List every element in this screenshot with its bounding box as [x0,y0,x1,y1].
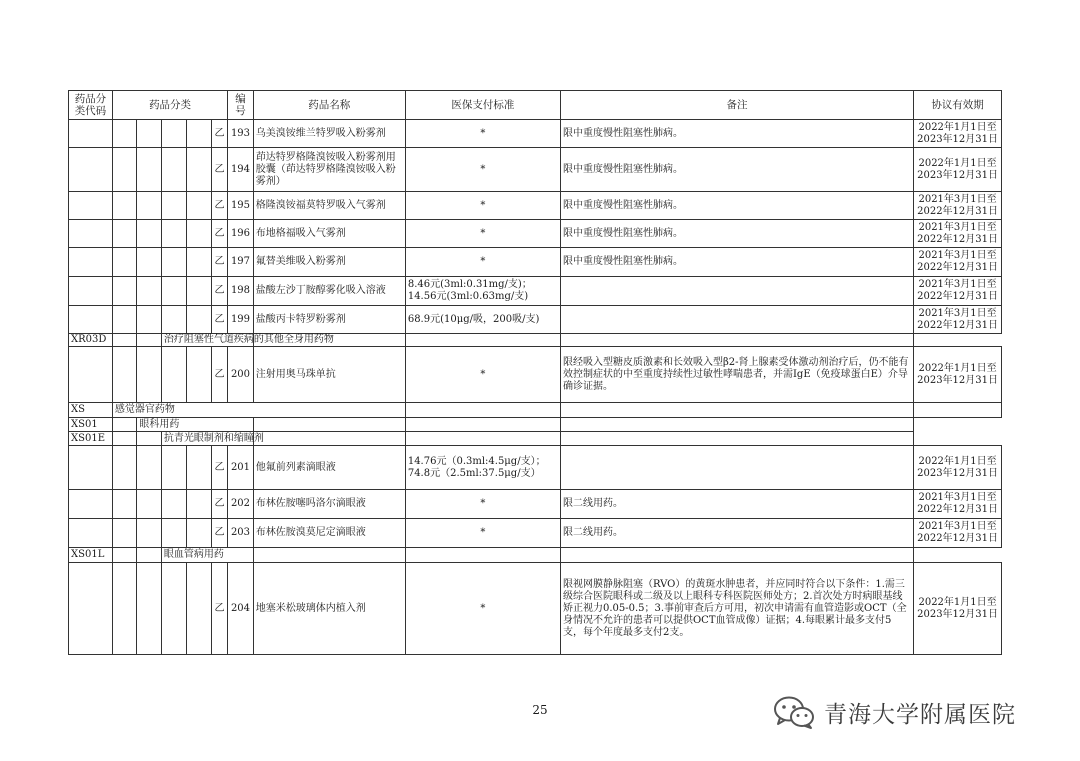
empty-cell [253,432,405,446]
category-cell [112,519,136,548]
category-cell [187,306,211,334]
category-cell [112,347,136,403]
category-cell [161,148,187,192]
empty-cell [914,403,1002,418]
category-cell [112,248,136,277]
category-cell [161,248,187,277]
category-cell [161,220,187,248]
empty-cell [560,403,913,418]
validity-end: 2023年12月31日 [917,467,999,479]
drug-name-cell: 盐酸丙卡特罗粉雾剂 [253,306,405,334]
category-cell [112,490,136,519]
empty-cell [560,418,913,432]
grade-cell: 乙 [211,120,227,148]
header-code: 药品分类代码 [69,91,113,120]
header-num: 编号 [228,91,254,120]
empty-cell [405,432,560,446]
num-cell: 200 [228,347,254,403]
remarks-cell: 限二线用药。 [560,490,913,519]
num-cell: 198 [228,277,254,306]
standard-cell: 14.76元（0.3ml:4.5μg/支）； 74.8元（2.5ml:37.5μg/支） [405,446,560,490]
code-cell [69,563,113,655]
validity-end: 2022年12月31日 [917,291,999,302]
category-label-cell: 抗青光眼制剂和缩瞳剂 [161,432,227,446]
category-cell [112,563,136,655]
category-cell [187,148,211,192]
num-cell: 203 [228,519,254,548]
drug-row [69,277,1002,306]
category-row [69,418,1002,432]
category-cell [161,277,187,306]
code-cell [69,347,113,403]
page-number: 25 [532,703,548,717]
num-cell: 195 [228,192,254,220]
category-label-cell: 眼血管病用药 [161,548,227,563]
header-standard: 医保支付标准 [405,91,560,120]
standard-cell: 8.46元(3ml:0.31mg/支)； 14.56元(3ml:0.63mg/支) [405,277,560,306]
empty-cell [405,418,560,432]
category-cell [187,277,211,306]
validity-end: 2023年12月31日 [917,133,999,145]
empty-cell [405,334,560,347]
wechat-icon [772,694,816,730]
drug-row [69,563,1002,655]
category-cell [161,563,187,655]
standard-cell: * [405,248,560,277]
standard-cell: 68.9元(10μg/吸，200吸/支) [405,306,560,334]
empty-cell [253,418,405,432]
validity-cell [914,220,1002,248]
category-row [69,432,1002,446]
validity-start: 2021年3月1日至 [918,279,997,290]
header-row [69,91,1002,120]
standard-cell: * [405,192,560,220]
grade-cell: 乙 [211,148,227,192]
validity-end: 2022年12月31日 [917,233,999,245]
empty-cell [560,432,913,446]
category-cell [161,490,187,519]
validity-end: 2022年12月31日 [917,262,999,273]
remarks-cell: 限中重度慢性阻塞性肺病。 [560,220,913,248]
category-cell [161,192,187,220]
drug-row [69,306,1002,334]
empty-cell [405,548,560,563]
category-cell [187,446,211,490]
num-cell: 196 [228,220,254,248]
category-cell [187,192,211,220]
validity-end: 2022年12月31日 [917,504,999,515]
drug-name-cell: 氟替美维吸入粉雾剂 [253,248,405,277]
header-category: 药品分类 [112,91,227,120]
category-cell [112,334,136,347]
code-cell [69,248,113,277]
code-cell [69,220,113,248]
category-cell [112,306,136,334]
code-cell [69,192,113,220]
category-cell [137,248,161,277]
code-cell [69,306,113,334]
category-cell [137,347,161,403]
standard-cell: * [405,120,560,148]
drug-row [69,220,1002,248]
grade-cell: 乙 [211,277,227,306]
category-cell [137,120,161,148]
drug-name-cell: 他氟前列素滴眼液 [253,446,405,490]
header-remarks: 备注 [560,91,913,120]
validity-start: 2021年3月1日至 [918,307,997,319]
empty-cell [253,403,405,418]
empty-cell [560,548,913,563]
category-cell [137,334,161,347]
category-cell [161,347,187,403]
remarks-cell: 限中重度慢性阻塞性肺病。 [560,148,913,192]
validity-start: 2021年3月1日至 [918,250,997,261]
validity-cell [914,120,1002,148]
drug-row [69,347,1002,403]
category-row [69,548,1002,563]
validity-end: 2022年12月31日 [917,319,999,331]
validity-cell [914,306,1002,334]
remarks-cell: 限经吸入型糖皮质激素和长效吸入型β2-肾上腺素受体激动剂治疗后，仍不能有效控制症状的中至重度持续性过敏性哮喘患者，并需IgE（免疫球蛋白E）介导确诊证据。 [560,347,913,403]
category-cell [112,120,136,148]
drug-row [69,446,1002,490]
drug-name-cell: 盐酸左沙丁胺醇雾化吸入溶液 [253,277,405,306]
validity-end: 2023年12月31日 [917,169,999,181]
drug-row [69,248,1002,277]
category-cell [187,490,211,519]
category-cell [137,446,161,490]
category-cell [112,418,136,432]
category-cell [137,432,161,446]
empty-cell [560,334,913,347]
num-cell: 197 [228,248,254,277]
header-validity: 协议有效期 [914,91,1002,120]
validity-start: 2022年1月1日至 [918,362,997,374]
validity-cell [914,347,1002,403]
category-cell [112,432,136,446]
category-cell [112,192,136,220]
validity-cell [914,519,1002,548]
num-cell: 201 [228,446,254,490]
drug-row [69,519,1002,548]
category-cell [187,347,211,403]
code-cell [69,519,113,548]
header-name: 药品名称 [253,91,405,120]
drug-name-cell: 茚达特罗格隆溴铵吸入粉雾剂用胶囊（茚达特罗格隆溴铵吸入粉雾剂） [253,148,405,192]
category-cell [137,277,161,306]
validity-cell [914,148,1002,192]
drug-name-cell: 地塞米松玻璃体内植入剂 [253,563,405,655]
category-cell [161,446,187,490]
remarks-cell [560,306,913,334]
drug-row [69,490,1002,519]
validity-end: 2023年12月31日 [917,608,999,620]
validity-start: 2021年3月1日至 [918,521,997,532]
watermark [772,692,1016,732]
validity-start: 2022年1月1日至 [918,157,997,169]
grade-cell: 乙 [211,446,227,490]
drug-name-cell: 乌美溴铵维兰特罗吸入粉雾剂 [253,120,405,148]
drug-row [69,148,1002,192]
category-cell [137,148,161,192]
validity-start: 2022年1月1日至 [918,121,997,133]
empty-cell [228,548,254,563]
category-cell [137,192,161,220]
validity-cell [914,277,1002,306]
num-cell: 199 [228,306,254,334]
remarks-cell [560,446,913,490]
category-cell [112,446,136,490]
category-cell [187,120,211,148]
validity-cell [914,248,1002,277]
empty-cell [405,403,560,418]
remarks-cell: 限中重度慢性阻塞性肺病。 [560,248,913,277]
category-cell [187,220,211,248]
watermark-text: 青海大学附属医院 [824,701,1016,728]
num-cell: 194 [228,148,254,192]
category-code-cell: XS01E [69,432,113,446]
category-label-cell: 眼科用药 [137,418,228,432]
validity-end: 2022年12月31日 [917,205,999,217]
grade-cell: 乙 [211,519,227,548]
category-cell [137,563,161,655]
standard-cell: * [405,148,560,192]
category-code-cell: XS [69,403,113,418]
category-cell [137,548,161,563]
category-cell [137,519,161,548]
validity-cell [914,563,1002,655]
drug-row [69,192,1002,220]
remarks-cell: 限中重度慢性阻塞性肺病。 [560,192,913,220]
validity-start: 2022年1月1日至 [918,455,997,467]
empty-cell [253,548,405,563]
remarks-cell: 限中重度慢性阻塞性肺病。 [560,120,913,148]
num-cell: 202 [228,490,254,519]
category-cell [112,220,136,248]
validity-start: 2021年3月1日至 [918,193,997,205]
category-cell [112,148,136,192]
category-cell [137,306,161,334]
drug-name-cell: 布林佐胺噻吗洛尔滴眼液 [253,490,405,519]
validity-cell [914,490,1002,519]
category-cell [112,277,136,306]
remarks-cell: 限二线用药。 [560,519,913,548]
num-cell: 204 [228,563,254,655]
category-cell [187,248,211,277]
validity-cell [914,192,1002,220]
standard-cell: * [405,519,560,548]
category-row [69,403,1002,418]
standard-cell: * [405,347,560,403]
num-cell: 193 [228,120,254,148]
empty-cell [228,418,254,432]
grade-cell: 乙 [211,563,227,655]
standard-cell: * [405,563,560,655]
category-code-cell: XR03D [69,334,113,347]
grade-cell: 乙 [211,306,227,334]
category-cell [137,220,161,248]
category-cell [161,519,187,548]
grade-cell: 乙 [211,490,227,519]
category-cell [161,306,187,334]
category-cell [137,490,161,519]
validity-start: 2022年1月1日至 [918,596,997,608]
grade-cell: 乙 [211,220,227,248]
category-cell [161,120,187,148]
validity-end: 2023年12月31日 [917,374,999,386]
code-cell [69,120,113,148]
category-cell [187,519,211,548]
remarks-cell [560,277,913,306]
category-label-cell: 感觉器官药物 [112,403,253,418]
category-code-cell: XS01 [69,418,113,432]
code-cell [69,148,113,192]
category-row [69,334,1002,347]
category-code-cell: XS01L [69,548,113,563]
drug-name-cell: 布地格福吸入气雾剂 [253,220,405,248]
standard-cell: * [405,490,560,519]
drug-row [69,120,1002,148]
code-cell [69,277,113,306]
standard-cell: * [405,220,560,248]
grade-cell: 乙 [211,347,227,403]
code-cell [69,490,113,519]
category-cell [112,548,136,563]
category-cell [187,563,211,655]
validity-cell [914,446,1002,490]
validity-end: 2022年12月31日 [917,533,999,544]
drug-name-cell: 注射用奥马珠单抗 [253,347,405,403]
validity-start: 2021年3月1日至 [918,492,997,503]
drug-name-cell: 格隆溴铵福莫特罗吸入气雾剂 [253,192,405,220]
drug-name-cell: 布林佐胺溴莫尼定滴眼液 [253,519,405,548]
remarks-cell: 限视网膜静脉阻塞（RVO）的黄斑水肿患者，并应同时符合以下条件：1.需三级综合医院眼科或二级及以上眼科专科医院医师处方；2.首次处方时病眼基线矫正视力0.05-0.5；3.事前审查后方可用，初次申请需有血管造影或OCT（全身情况不允许的患者可以提供OCT血管成像）证据；4.每眼累计最多支付5支，每个年度最多支付2支。 [560,563,913,655]
category-label-cell: 治疗阻塞性气道疾病的其他全身用药物 [161,334,227,347]
drug-table [68,90,1002,655]
validity-start: 2021年3月1日至 [918,221,997,233]
grade-cell: 乙 [211,192,227,220]
code-cell [69,446,113,490]
grade-cell: 乙 [211,248,227,277]
